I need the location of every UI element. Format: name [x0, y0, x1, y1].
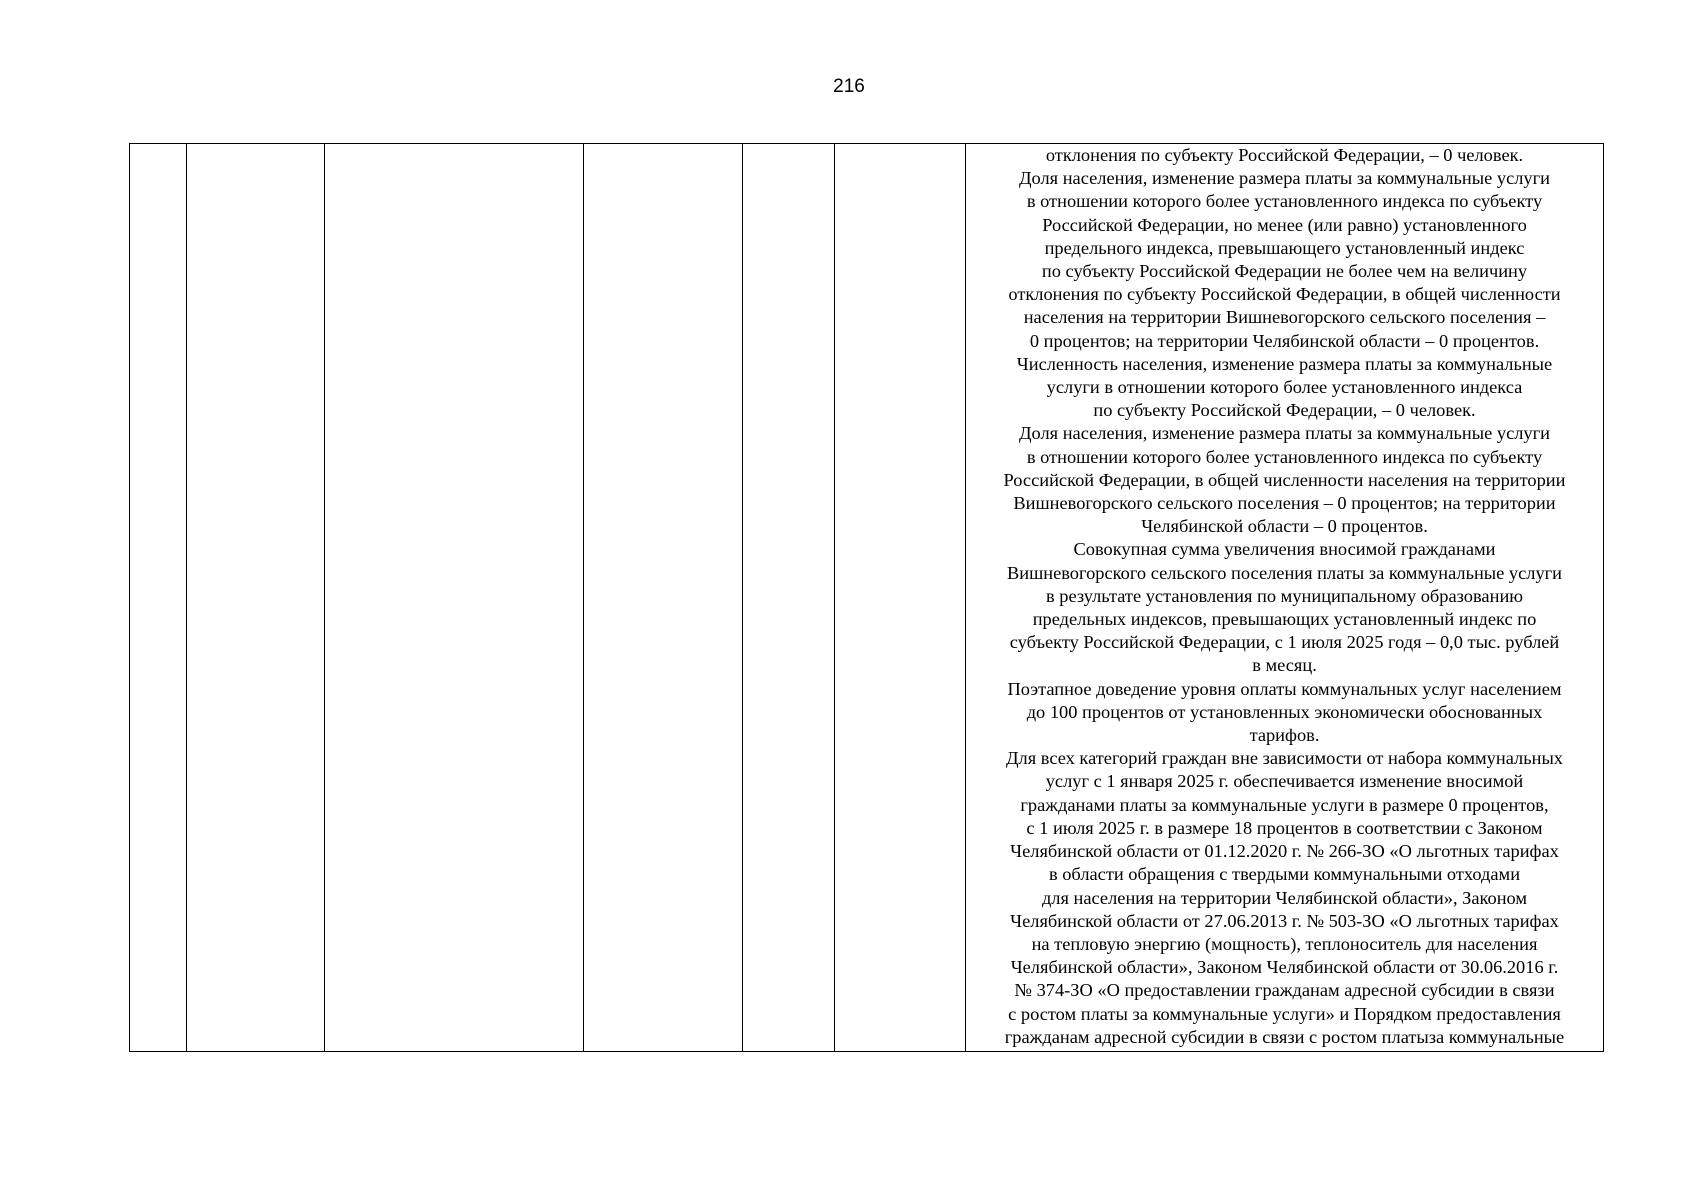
table-row — [130, 144, 1604, 1052]
paragraph — [966, 144, 1603, 167]
text-line: услуг с 1 января 2025 г. обеспечивается изменение вносимой — [1045, 771, 1524, 792]
text-line: тарифов. — [1249, 725, 1320, 746]
content-table — [129, 143, 1604, 1052]
paragraph — [966, 747, 1603, 1049]
text-line: субъекту Российской Федерации, с 1 июля 2025 годя – 0,0 тыс. рублей — [1009, 632, 1560, 653]
text-line: Поэтапное доведение уровня оплаты коммунальных услуг населением — [1007, 678, 1562, 699]
table-cell-empty-6 — [835, 144, 966, 1052]
text-line: по субъекту Российской Федерации, – 0 человек. — [1093, 400, 1476, 421]
text-line: Для всех категорий граждан вне зависимости от набора коммунальных — [1005, 748, 1564, 769]
text-line: Численность населения, изменение размера платы за коммунальные — [1016, 353, 1553, 374]
text-line: в отношении которого более установленного индекса по субъекту — [1026, 191, 1543, 212]
text-line: № 374-ЗО «О предоставлении гражданам адресной субсидии в связи — [1014, 980, 1555, 1001]
text-line: отклонения по субъекту Российской Федерации, в общей численности — [1008, 284, 1561, 305]
text-line: населения на территории Вишневогорского сельского поселения – — [1023, 307, 1546, 328]
text-line: 0 процентов; на территории Челябинской области – 0 процентов. — [1029, 330, 1540, 351]
paragraph — [966, 353, 1603, 423]
text-line: Доля населения, изменение размера платы за коммунальные услуги — [1018, 423, 1551, 444]
text-line: Челябинской области – 0 процентов. — [1141, 516, 1428, 537]
paragraph — [966, 167, 1603, 353]
text-line: с 1 июля 2025 г. в размере 18 процентов в соответствии с Законом — [1026, 817, 1543, 838]
text-line: Доля населения, изменение размера платы за коммунальные услуги — [1018, 168, 1551, 189]
text-line: Российской Федерации, но менее (или равно) установленного — [1042, 214, 1527, 235]
table-cell-empty-5 — [743, 144, 835, 1052]
paragraph — [966, 538, 1603, 677]
text-line: Совокупная сумма увеличения вносимой гражданами — [1073, 539, 1496, 560]
paragraph — [966, 678, 1603, 748]
text-line: для населения на территории Челябинской области», Законом — [1041, 887, 1528, 908]
text-line: в месяц. — [1252, 655, 1317, 676]
text-line: предельных индексов, превышающих установленный индекс по — [1032, 609, 1537, 630]
text-line: в области обращения с твердыми коммунальными отходами — [1048, 864, 1521, 885]
text-line: Вишневогорского сельского поселения платы за коммунальные услуги — [1006, 562, 1563, 583]
text-line: в результате установления по муниципальному образованию — [1045, 585, 1524, 606]
text-line: Челябинской области от 27.06.2013 г. № 503-ЗО «О льготных тарифах — [1010, 910, 1559, 931]
text-line: до 100 процентов от установленных экономически обоснованных — [1026, 701, 1543, 722]
text-line: по субъекту Российской Федерации не более чем на величину — [1041, 261, 1528, 282]
page-number: 216 — [833, 76, 865, 97]
description-text — [966, 144, 1603, 1049]
table-cell-empty-4 — [584, 144, 743, 1052]
text-line: отклонения по субъекту Российской Федерации, – 0 человек. — [1045, 145, 1524, 165]
table-cell-empty-3 — [325, 144, 584, 1052]
text-line: с ростом платы за коммунальные услуги» и Порядком предоставления — [1008, 1003, 1561, 1024]
text-line: Челябинской области», Законом Челябинской области от 30.06.2016 г. — [1010, 957, 1559, 978]
table-cell-empty-1 — [130, 144, 187, 1052]
text-line: на тепловую энергию (мощность), теплоноситель для населения — [1031, 933, 1538, 954]
text-line: услуги в отношении которого более установленного индекса — [1046, 377, 1523, 398]
text-line: в отношении которого более установленного индекса по субъекту — [1026, 446, 1543, 467]
text-line: гражданами платы за коммунальные услуги в размере 0 процентов, — [1020, 794, 1549, 815]
text-line: гражданам адресной субсидии в связи с ростом платыза коммунальные — [1004, 1026, 1565, 1047]
text-line: Российской Федерации, в общей численности населения на территории — [1003, 469, 1566, 490]
text-line: Вишневогорского сельского поселения – 0 процентов; на территории — [1013, 493, 1556, 514]
table-cell-empty-2 — [187, 144, 325, 1052]
text-line: предельного индекса, превышающего установленный индекс — [1044, 237, 1525, 258]
table-cell-description — [966, 144, 1604, 1052]
text-line: Челябинской области от 01.12.2020 г. № 266-ЗО «О льготных тарифах — [1010, 841, 1559, 862]
paragraph — [966, 422, 1603, 538]
